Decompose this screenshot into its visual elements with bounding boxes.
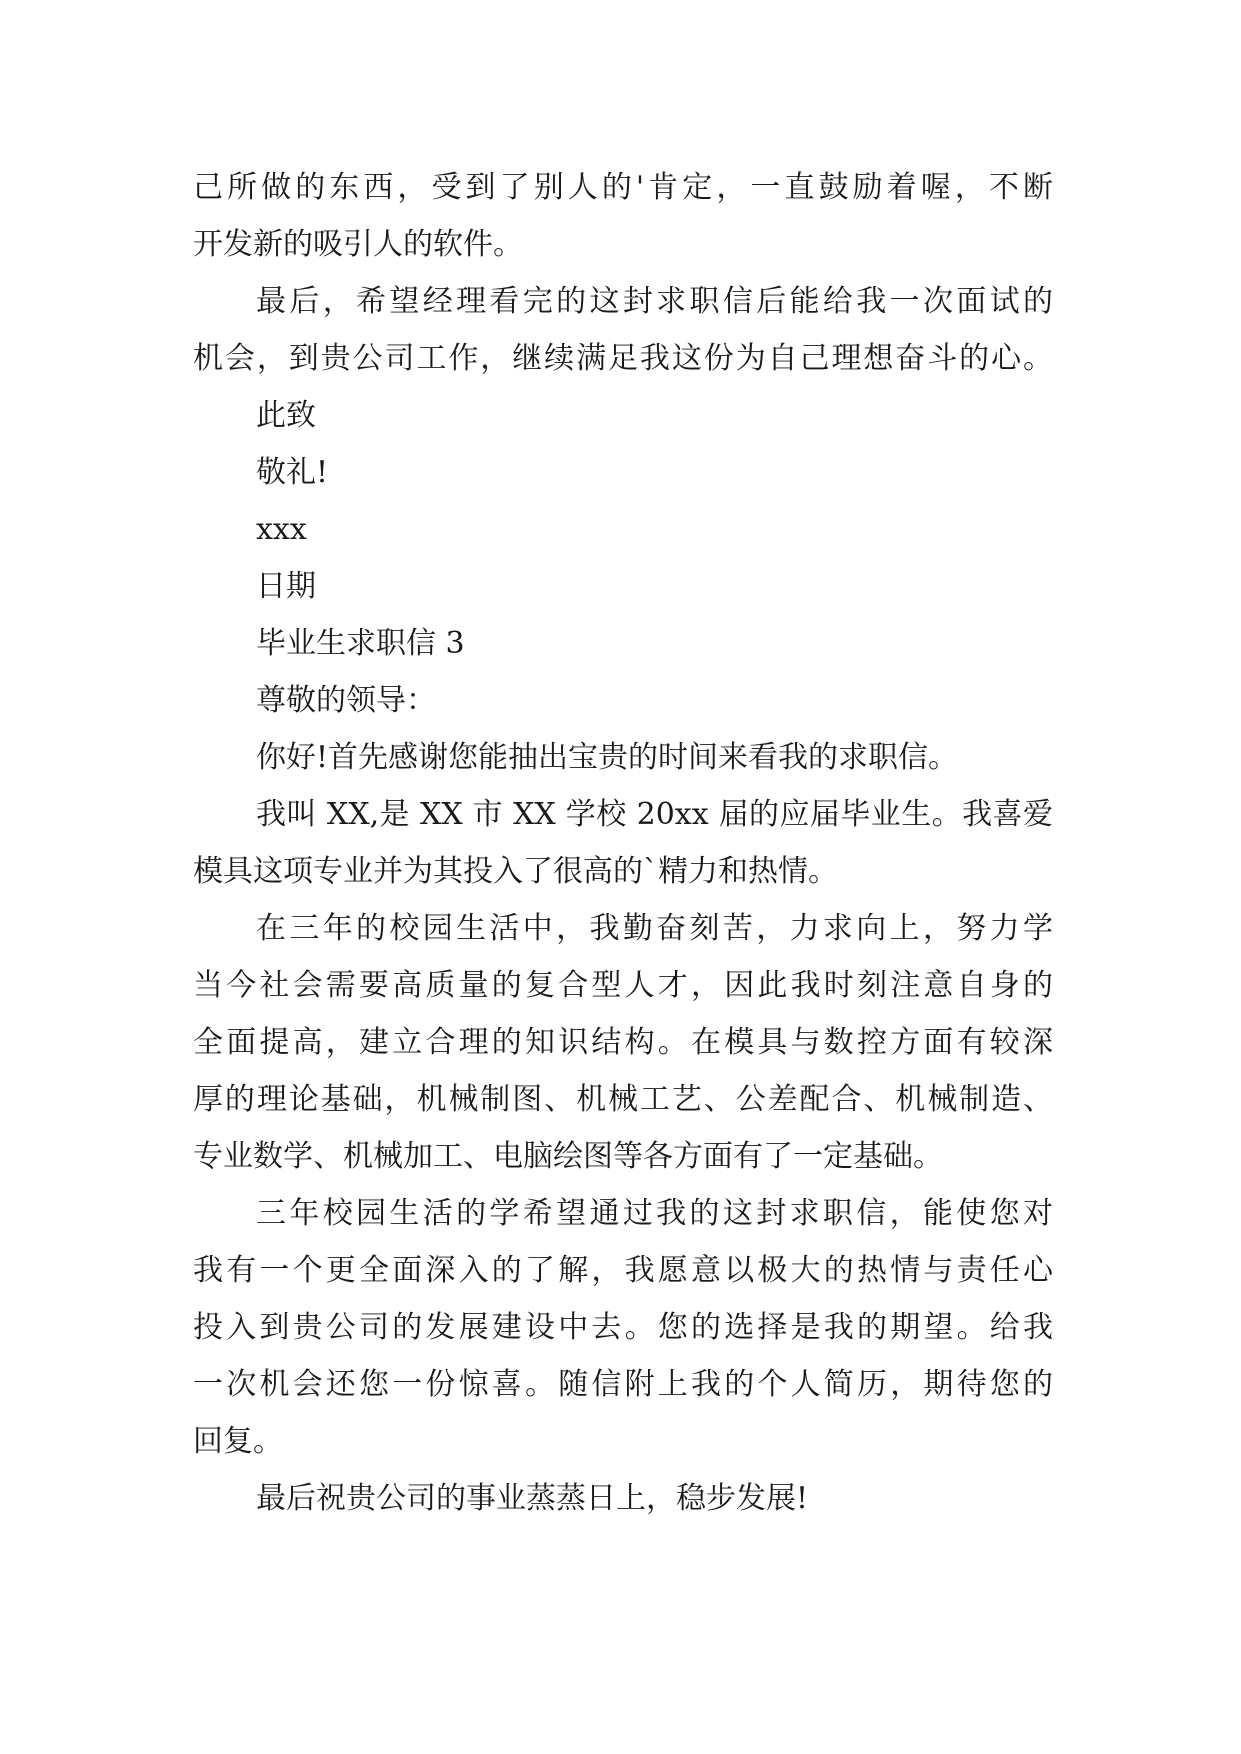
signature-date: 日期 — [256, 569, 316, 604]
text-line: 当今社会需要高质量的复合型人才，因此我时刻注意自身的 — [193, 968, 1053, 1003]
section-heading: 毕业生求职信 3 — [256, 626, 465, 661]
text-line: 三年校园生活的学希望通过我的这封求职信，能使您对 — [256, 1196, 1053, 1231]
text-line: 在三年的校园生活中，我勤奋刻苦，力求向上，努力学 — [256, 911, 1053, 946]
text-line: 厚的理论基础，机械制图、机械工艺、公差配合、机械制造、 — [193, 1082, 1053, 1117]
text-line: 我有一个更全面深入的了解，我愿意以极大的热情与责任心 — [193, 1253, 1053, 1288]
text-line: 模具这项专业并为其投入了很高的`精力和热情。 — [193, 854, 838, 889]
signature-name: xxx — [256, 512, 307, 547]
text-line: 专业数学、机械加工、电脑绘图等各方面有了一定基础。 — [193, 1139, 943, 1174]
text-line: 全面提高，建立合理的知识结构。在模具与数控方面有较深 — [193, 1025, 1053, 1060]
text-line: 我叫 XX,是 XX 市 XX 学校 20xx 届的应届毕业生。我喜爱 — [256, 797, 1053, 832]
closing-regards: 敬礼! — [256, 455, 329, 490]
text-line: 回复。 — [193, 1424, 283, 1459]
closing-salutation: 此致 — [256, 398, 316, 433]
text-line: 最后祝贵公司的事业蒸蒸日上，稳步发展! — [256, 1481, 809, 1516]
text-line: 开发新的吸引人的软件。 — [193, 227, 523, 262]
text-line: 你好!首先感谢您能抽出宝贵的时间来看我的求职信。 — [256, 740, 959, 775]
text-line: 机会，到贵公司工作，继续满足我这份为自己理想奋斗的心。 — [193, 341, 1053, 376]
text-line: 最后，希望经理看完的这封求职信后能给我一次面试的 — [256, 284, 1053, 319]
text-line: 己所做的东西，受到了别人的'肯定，一直鼓励着喔，不断 — [193, 170, 1053, 205]
greeting: 尊敬的领导： — [256, 683, 436, 718]
text-line: 一次机会还您一份惊喜。随信附上我的个人简历，期待您的 — [193, 1367, 1053, 1402]
text-line: 投入到贵公司的发展建设中去。您的选择是我的期望。给我 — [193, 1310, 1053, 1345]
